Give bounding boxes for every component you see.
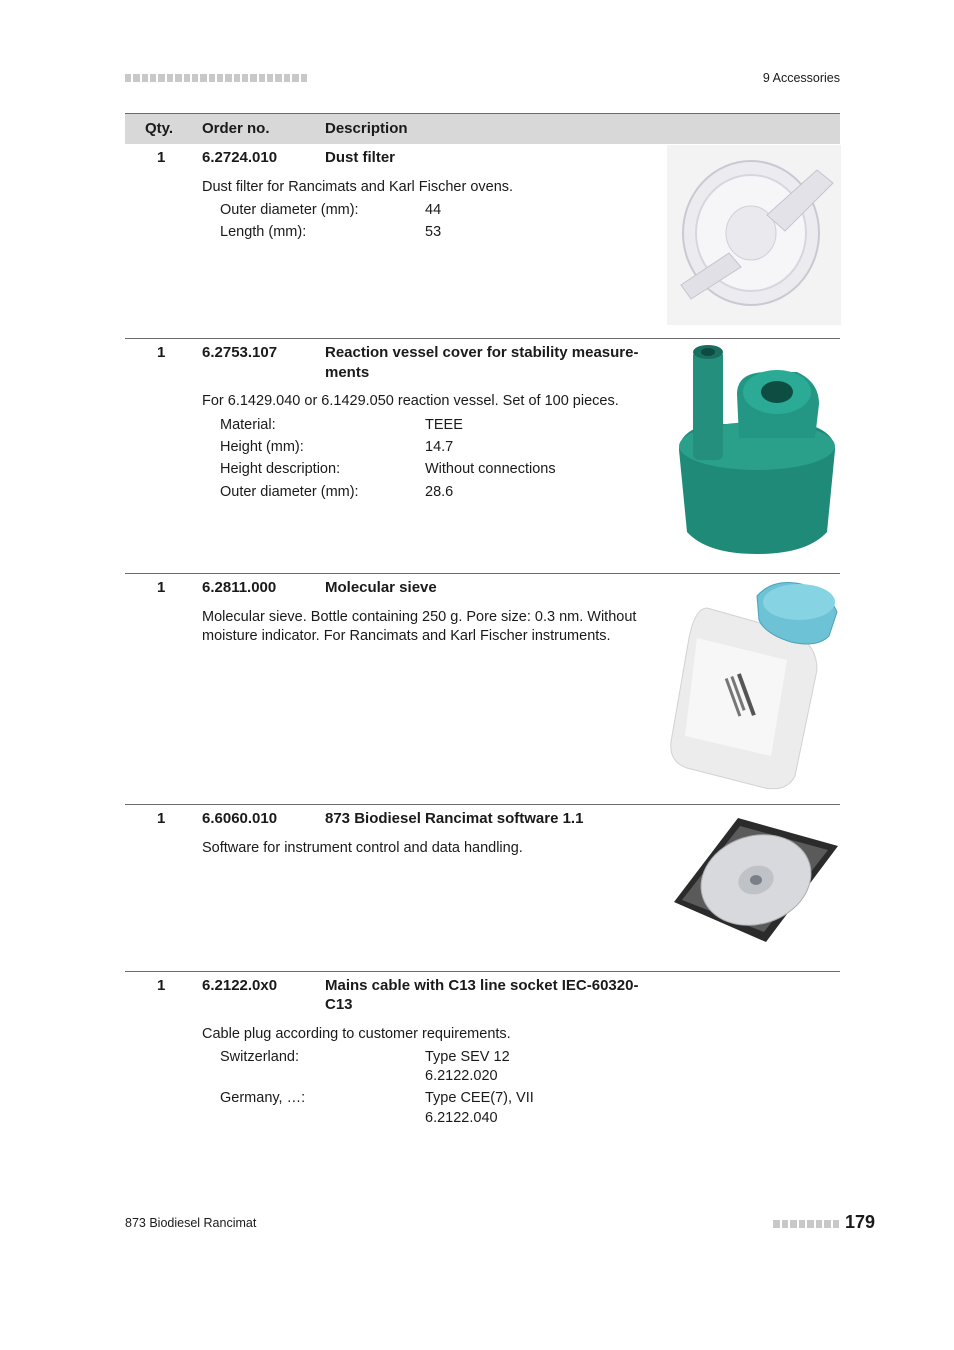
- row-description: Software for instrument control and data handling.: [202, 840, 523, 856]
- row-order-no: 6.6060.010: [202, 810, 278, 827]
- row-description: Cable plug according to customer requirements.: [202, 1026, 511, 1042]
- spec-label: Height description:: [220, 461, 341, 477]
- row-divider: [125, 338, 840, 339]
- spec-value: 53: [425, 224, 442, 240]
- spec-label: Length (mm):: [220, 224, 307, 240]
- spec-value: 6.2122.020: [425, 1068, 498, 1084]
- row-title: Mains cable with C13 line socket IEC-60320-: [325, 977, 639, 994]
- row-divider: [125, 971, 840, 972]
- table-header: [125, 113, 840, 144]
- row-description: Dust filter for Rancimats and Karl Fischer ovens.: [202, 179, 514, 195]
- spec-label: Outer diameter (mm):: [220, 484, 359, 500]
- row-divider: [125, 573, 840, 574]
- page-number: 179: [845, 1212, 876, 1232]
- software-cd-image: [670, 814, 840, 946]
- spec-label: Material:: [220, 417, 276, 433]
- row-order-no: 6.2811.000: [202, 579, 277, 596]
- column-qty: Qty.: [145, 120, 174, 137]
- row-title: 873 Biodiesel Rancimat software 1.1: [325, 810, 584, 827]
- row-divider: [125, 804, 840, 805]
- vessel-cover-image: [667, 342, 841, 558]
- spec-label: Height (mm):: [220, 439, 304, 455]
- row-qty: 1: [157, 810, 166, 827]
- row-qty: 1: [157, 977, 166, 994]
- row-description: For 6.1429.040 or 6.1429.050 reaction vessel. Set of 100 pieces.: [202, 393, 619, 409]
- dust-filter-image: [667, 145, 841, 325]
- row-description: Molecular sieve. Bottle containing 250 g. Pore size: 0.3 nm. Without: [202, 609, 637, 625]
- spec-value: 6.2122.040: [425, 1110, 498, 1126]
- spec-value: TEEE: [425, 417, 463, 433]
- column-order-no: Order no.: [202, 120, 270, 137]
- spec-label: Switzerland:: [220, 1049, 299, 1065]
- row-title: C13: [325, 996, 353, 1013]
- spec-value: Without connections: [425, 461, 556, 477]
- row-order-no: 6.2724.010: [202, 149, 278, 166]
- spec-label: Germany, …:: [220, 1090, 306, 1106]
- row-qty: 1: [157, 579, 166, 596]
- column-description: Description: [325, 120, 408, 137]
- spec-label: Outer diameter (mm):: [220, 202, 359, 218]
- row-title: Dust filter: [325, 149, 396, 166]
- spec-value: 14.7: [425, 439, 454, 455]
- row-order-no: 6.2753.107: [202, 344, 278, 361]
- footer-decoration: [773, 1220, 839, 1228]
- spec-value: 44: [425, 202, 442, 218]
- footer-product-name: 873 Biodiesel Rancimat: [125, 1216, 257, 1230]
- chapter-title: 9 Accessories: [762, 71, 840, 85]
- row-title: Reaction vessel cover for stability measure-: [325, 344, 639, 361]
- row-description: moisture indicator. For Rancimats and Karl Fischer instruments.: [202, 628, 611, 644]
- spec-value: Type CEE(7), VII: [425, 1090, 534, 1106]
- spec-value: Type SEV 12: [425, 1049, 510, 1065]
- molecular-sieve-bottle-image: [667, 578, 841, 792]
- row-title: Molecular sieve: [325, 579, 437, 596]
- header-decoration: [125, 74, 307, 82]
- row-qty: 1: [157, 149, 166, 166]
- row-order-no: 6.2122.0x0: [202, 977, 278, 994]
- row-qty: 1: [157, 344, 166, 361]
- row-title: ments: [325, 364, 370, 381]
- spec-value: 28.6: [425, 484, 454, 500]
